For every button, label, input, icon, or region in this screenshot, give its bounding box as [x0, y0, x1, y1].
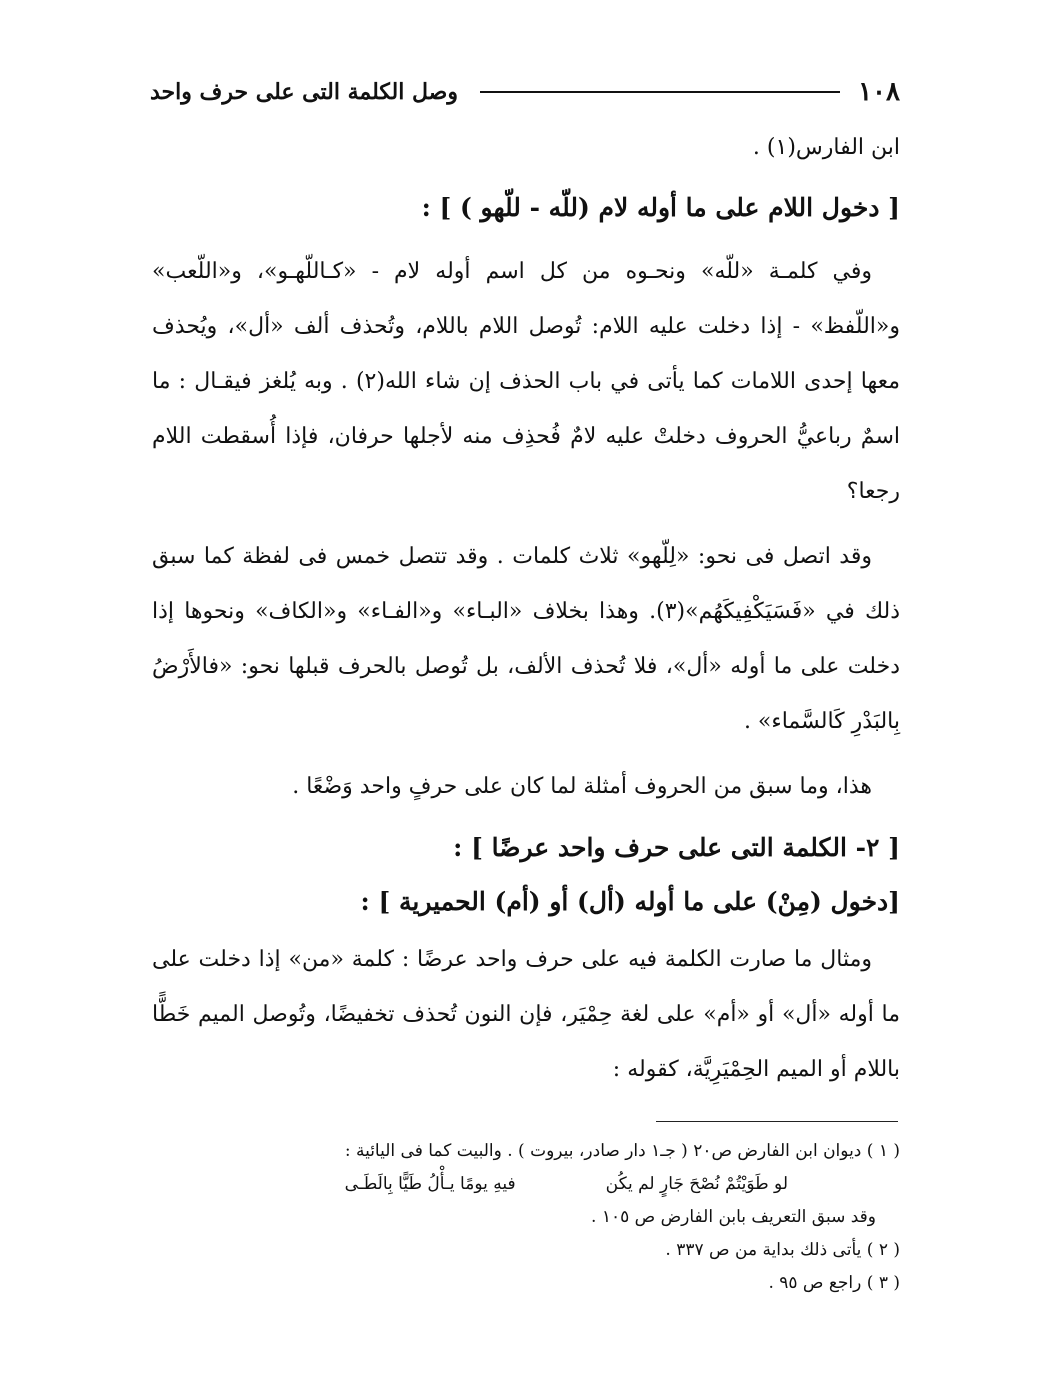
page-number: ١٠٨ [858, 77, 900, 107]
paragraph-summary: هذا، وما سبق من الحروف أمثلة لما كان على حرفٍ واحد وَضْعًا . [292, 774, 872, 799]
footnote-3: ( ٣ ) راجع ص ٩٥ . [768, 1273, 900, 1293]
footnote-2: ( ٢ ) يأتى ذلك بداية من ص ٣٣٧ . [665, 1240, 900, 1260]
main-text [152, 126, 900, 1097]
verse-second-hemistich: فيهِ يومًا يـأْلُ طَيًّا بِالَطَـى [344, 1174, 516, 1194]
page-header [150, 72, 900, 112]
footnote-separator [656, 1121, 898, 1122]
paragraph-lam-rule: وفي كلمـة «للّه» ونحـوه من كل اسم أوله لام - «كـاللّهـو»، و«اللّعب» و«اللّفظ» - إذا دخلت عليه اللام: تُوصل اللام باللام، وتُحذف ألف «أل»، ويُحذف معها إحدى اللامات كما يأتى في باب الحذف إن شاء الله(٢) . وبه يُلغز فيقـال : ما اسمٌ رباعيُّ الحروف دخلتْ عليه لامٌ فُحذِف منه لأجلها حرفان، فإذا أُسقطت اللام رجعا؟ [152, 259, 900, 504]
paragraph-lillahw: وقد اتصل فى نحو: «لِلّهو» ثلاث كلمات . وقد تتصل خمس فى لفظة كما سبق ذلك في «فَسَيَكْفِيكَهُم»(٣). وهذا بخلاف «البـاء» و«الفـاء» و«الكاف» ونحوها إذا دخلت على ما أوله «أل»، فلا تُحذف الألف، بل تُوصل بالحرف قبلها نحو: «فالأَرْضُ بِالبَدْرِ كَالسَّماء» . [152, 544, 900, 734]
verse-first-hemistich: لو طَوَيْتُمْ نُصْحَ جَارٍ لم يكُن [605, 1174, 788, 1194]
running-title: وصل الكلمة التى على حرف واحد [150, 79, 458, 105]
footnotes [246, 1135, 900, 1300]
section-heading-min: [دخول (مِنْ) على ما أوله (أل) أو (أم) الحميرية ] : [360, 887, 900, 916]
footnote-1: ( ١ ) ديوان ابن الفارض ص٢٠ ( جـ١ دار صادر، بيروت ) . والبيت كما فى اليائية : [344, 1141, 900, 1161]
footnote-1-continuation: وقد سبق التعريف بابن الفارض ص ١٠٥ . [591, 1207, 876, 1227]
continued-line: ابن الفارس(١) . [752, 135, 900, 160]
section-heading-incidental: [ ٢- الكلمة التى على حرف واحد عرضًا ] : [453, 833, 900, 862]
footnote-verse [246, 1168, 900, 1201]
paragraph-min-example: ومثال ما صارت الكلمة فيه على حرف واحد عرضًا : كلمة «من» إذا دخلت على ما أوله «أل» أو «أم» على لغة حِمْيَر، فإن النون تُحذف تخفيضًا، وتُوصل الميم خَطًّا باللام أو الميم الحِمْيَرِيَّة، كقوله : [152, 947, 900, 1082]
section-heading-lam: [ دخول اللام على ما أوله لام (للّه - للّهو ) ] : [421, 193, 900, 222]
header-rule [480, 91, 840, 93]
